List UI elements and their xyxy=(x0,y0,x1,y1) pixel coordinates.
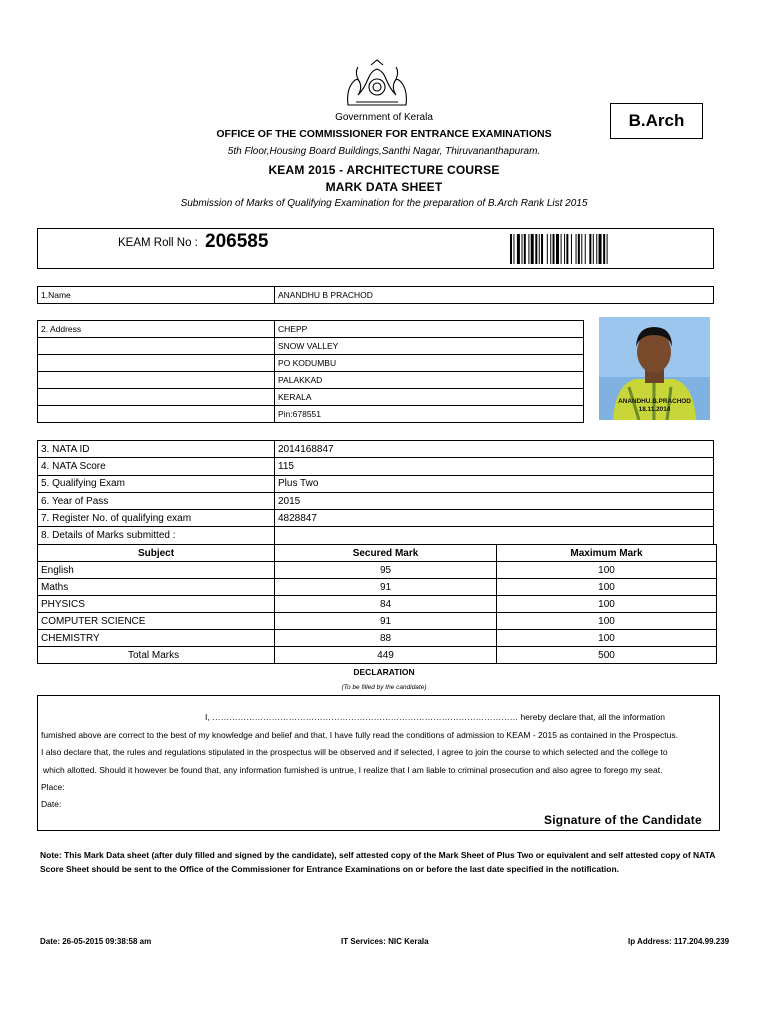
name-label: 1.Name xyxy=(38,287,275,304)
max-cell: 100 xyxy=(497,613,717,630)
details-label: 6. Year of Pass xyxy=(38,492,275,509)
declaration-line: furnished above are correct to the best of my knowledge and belief and that, I have fully read the conditions of admission to KEAM - 2015 as contained in the Prospectus. xyxy=(41,730,678,740)
address-label: 2. Address xyxy=(38,321,275,338)
footer-it-services: IT Services: NIC Kerala xyxy=(341,937,429,946)
secured-cell: 91 xyxy=(275,613,497,630)
candidate-photo xyxy=(599,317,710,420)
details-table xyxy=(37,440,714,545)
address-line: PO KODUMBU xyxy=(275,355,584,372)
table-row xyxy=(38,596,717,613)
sheet-subtitle: Submission of Marks of Qualifying Examination for the preparation of B.Arch Rank List 2015 xyxy=(180,198,588,209)
secured-cell: 84 xyxy=(275,596,497,613)
details-label: 4. NATA Score xyxy=(38,458,275,475)
footer-date: Date: 26-05-2015 09:38:58 am xyxy=(40,937,152,946)
total-row xyxy=(38,647,717,664)
name-value: ANANDHU B PRACHOD xyxy=(275,287,714,304)
details-value: 4828847 xyxy=(275,510,714,527)
roll-number-value: 206585 xyxy=(205,231,269,252)
details-label: 8. Details of Marks submitted : xyxy=(38,527,275,544)
max-cell: 100 xyxy=(497,630,717,647)
marks-table xyxy=(37,544,717,664)
total-max: 500 xyxy=(497,647,717,664)
photo-caption-name: ANANDHU.B.PRACHOD xyxy=(618,398,691,405)
table-row xyxy=(38,630,717,647)
course-title: KEAM 2015 - ARCHITECTURE COURSE xyxy=(268,163,500,177)
government-label: Government of Kerala xyxy=(335,112,433,123)
kerala-emblem-icon xyxy=(340,59,414,109)
address-table xyxy=(37,320,584,423)
subject-cell: Maths xyxy=(38,579,275,596)
submission-note: Note: This Mark Data sheet (after duly filled and signed by the candidate), self attested copy of the Mark Sheet of Plus Two or equivalent and self attested copy of NATA Score Sheet should be sent to the Office of the Commissioner for Entrance Examinations on or before the last date specified in the notification. xyxy=(40,850,716,874)
details-label: 7. Register No. of qualifying exam xyxy=(38,510,275,527)
sheet-title: MARK DATA SHEET xyxy=(325,180,443,194)
total-secured: 449 xyxy=(275,647,497,664)
office-title: OFFICE OF THE COMMISSIONER FOR ENTRANCE EXAMINATIONS xyxy=(216,128,552,140)
declaration-line: I also declare that, the rules and regulations stipulated in the prospectus will be observed and if selected, I agree to join the course to which selected and the college to xyxy=(41,747,668,757)
subject-cell: COMPUTER SCIENCE xyxy=(38,613,275,630)
secured-cell: 95 xyxy=(275,562,497,579)
marks-header-subject: Subject xyxy=(38,545,275,562)
secured-cell: 91 xyxy=(275,579,497,596)
max-cell: 100 xyxy=(497,579,717,596)
address-line: CHEPP xyxy=(275,321,584,338)
subject-cell: CHEMISTRY xyxy=(38,630,275,647)
marks-header-secured: Secured Mark xyxy=(275,545,497,562)
roll-number-label: KEAM Roll No : xyxy=(118,237,198,249)
secured-cell: 88 xyxy=(275,630,497,647)
total-label: Total Marks xyxy=(38,647,275,664)
address-line: PALAKKAD xyxy=(275,372,584,389)
table-row xyxy=(38,562,717,579)
marks-header-maximum: Maximum Mark xyxy=(497,545,717,562)
max-cell: 100 xyxy=(497,596,717,613)
date-label: Date: xyxy=(41,799,62,809)
details-label: 5. Qualifying Exam xyxy=(38,475,275,492)
photo-caption-date: 18.11.2014 xyxy=(638,406,671,413)
office-address: 5th Floor,Housing Board Buildings,Santhi Nagar, Thiruvananthapuram. xyxy=(227,146,541,157)
details-value: 115 xyxy=(275,458,714,475)
place-label: Place: xyxy=(41,782,65,792)
table-row xyxy=(38,579,717,596)
barcode xyxy=(510,234,642,264)
address-line: Pin:678551 xyxy=(275,406,584,423)
signature-label: Signature of the Candidate xyxy=(544,813,702,827)
declaration-title: DECLARATION xyxy=(353,667,415,677)
declaration-line: I, ……………………………………………………………………………………………… hereby declare that, all the information xyxy=(205,712,666,722)
declaration-subtitle: (To be filled by the candidate) xyxy=(341,684,427,691)
details-value: 2014168847 xyxy=(275,441,714,458)
declaration-box xyxy=(37,695,720,831)
subject-cell: PHYSICS xyxy=(38,596,275,613)
subject-cell: English xyxy=(38,562,275,579)
address-line: KERALA xyxy=(275,389,584,406)
address-line: SNOW VALLEY xyxy=(275,338,584,355)
details-value: 2015 xyxy=(275,492,714,509)
details-value xyxy=(275,527,714,544)
course-badge: B.Arch xyxy=(610,103,703,139)
table-row xyxy=(38,613,717,630)
footer-ip-address: Ip Address: 117.204.99.239 xyxy=(628,937,730,946)
details-value: Plus Two xyxy=(275,475,714,492)
max-cell: 100 xyxy=(497,562,717,579)
declaration-line: which allotted. Should it however be found that, any information furnished is untrue, I realize that I am liable to criminal prosecution and also agree to forego my seat. xyxy=(43,765,663,775)
name-table xyxy=(37,286,714,304)
details-label: 3. NATA ID xyxy=(38,441,275,458)
